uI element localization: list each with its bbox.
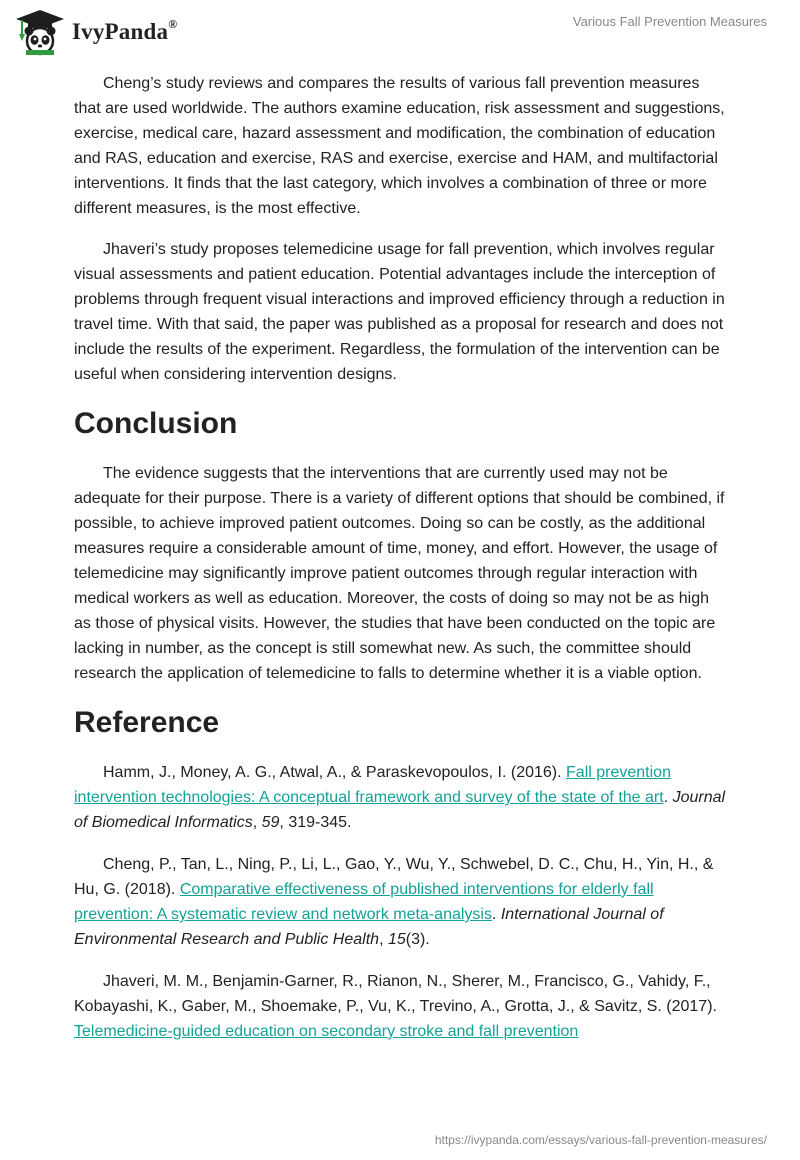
page-header — [0, 0, 800, 66]
paragraph-cheng-study: Cheng’s study reviews and compares the results of various fall prevention measures that are used worldwide. The authors examine education, risk assessment and suggestions, exercise, medical care, hazard assessment and modification, the combination of education and RAS, education and exercise, RAS and exercise, exercise and HAM, and multifactorial interventions. It finds that the last category, which involves a combination of three or more different measures, is the most effective. — [74, 75, 725, 217]
reference-link[interactable]: Telemedicine-guided education on secondary stroke and fall prevention — [74, 1023, 579, 1040]
panda-graduate-icon — [14, 8, 66, 56]
brand-logo[interactable] — [14, 8, 177, 56]
reference-link[interactable]: Fall prevention intervention technologies: A conceptual framework and survey of the state of the art — [74, 764, 671, 806]
reference-entry: Cheng, P., Tan, L., Ning, P., Li, L., Gao, Y., Wu, Y., Schwebel, D. C., Chu, H., Yin, H., & Hu, G. (2018). Comparative effectiveness of published interventions for elderly fall prevention: A systematic review and network meta-analysis. International Journal of Environmental Research and Public Health, 15(3). — [74, 856, 714, 948]
document-title: Various Fall Prevention Measures — [572, 14, 767, 29]
paragraph-jhaveri-study: Jhaveri’s study proposes telemedicine usage for fall prevention, which involves regular visual assessments and patient education. Potential advantages include the interception of problems through frequent visual interactions and improved efficiency through a reduction in travel time. With that said, the paper was published as a proposal for research and does not include the results of the experiment. Regardless, the formulation of the intervention can be useful when considering intervention designs. — [74, 241, 725, 383]
reference-link[interactable]: Comparative effectiveness of published interventions for elderly fall prevention: A systematic review and network meta-analysis — [74, 881, 654, 923]
paragraph-conclusion: The evidence suggests that the interventions that are currently used may not be adequate for their purpose. There is a variety of different options that should be combined, if possible, to achieve improved patient outcomes. Doing so can be costly, as the additional measures require a considerable amount of time, money, and effort. However, the usage of telemedicine may significantly improve patient outcomes through regular interaction with medical workers as well as education. Moreover, the costs of doing so may not be as high as those of physical visits. However, the studies that have been conducted on the topic are lacking in number, as the concept is still somewhat new. As such, the committee should research the application of telemedicine to falls to determine whether it is a viable option. — [74, 465, 725, 682]
essay-body — [74, 71, 726, 1061]
reference-entry: Hamm, J., Money, A. G., Atwal, A., & Paraskevopoulos, I. (2016). Fall prevention intervention technologies: A conceptual framework and survey of the state of the art. Journal of Biomedical Informatics, 59, 319-345. — [74, 764, 726, 831]
brand-name: IvyPanda® — [72, 17, 178, 44]
reference-heading: Reference — [74, 706, 220, 739]
source-url: https://ivypanda.com/essays/various-fall-prevention-measures/ — [434, 1133, 767, 1147]
reference-entry: Jhaveri, M. M., Benjamin-Garner, R., Rianon, N., Sherer, M., Francisco, G., Vahidy, F., Kobayashi, K., Gaber, M., Shoemake, P., Vu, K., Trevino, A., Grotta, J., & Savitz, S. (2017). Telemedicine-guided education on secondary stroke and fall prevention — [74, 973, 717, 1040]
conclusion-heading: Conclusion — [74, 407, 238, 440]
